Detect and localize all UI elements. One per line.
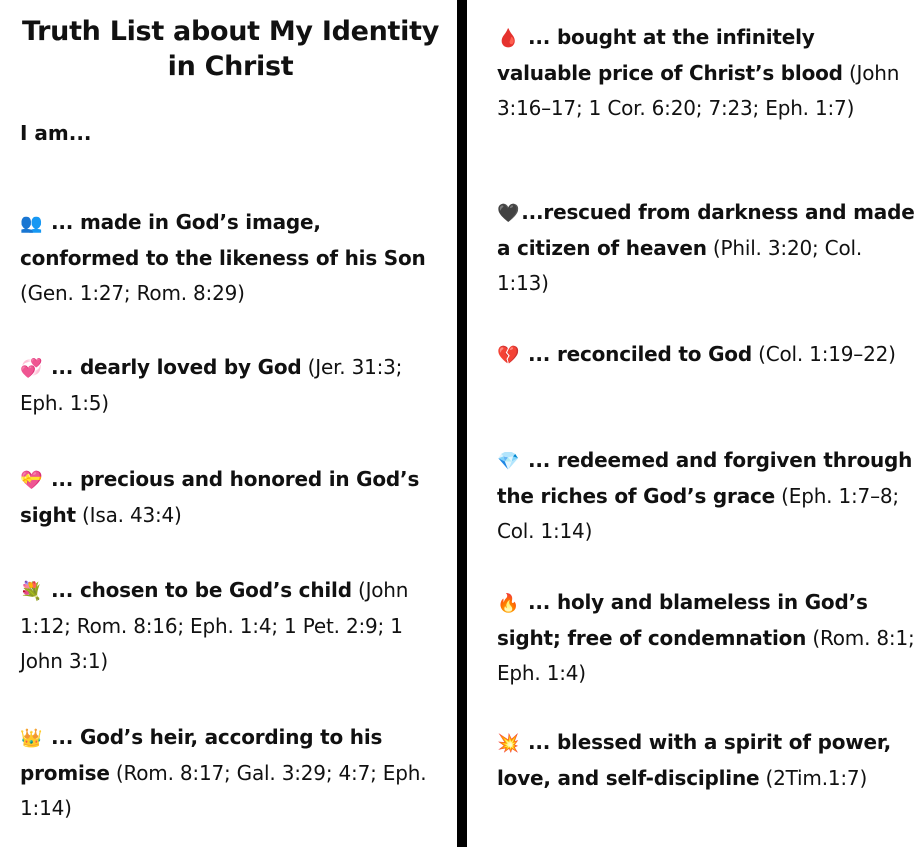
truth-item <box>497 337 915 373</box>
truth-item <box>497 443 915 549</box>
truth-statement: ... God’s heir, according to his promise <box>20 725 383 785</box>
fire-icon: 🔥 <box>497 593 520 614</box>
scripture-reference: (Rom. 8:1; Eph. 1:4) <box>497 626 915 685</box>
crown-icon: 👑 <box>20 728 43 749</box>
scripture-reference: (Eph. 1:7–8; Col. 1:14) <box>497 484 899 543</box>
two-hearts-icon: 💞 <box>20 358 43 379</box>
scripture-reference: (Phil. 3:20; Col. 1:13) <box>497 236 862 295</box>
truth-statement: ... dearly loved by God <box>44 355 302 379</box>
scripture-reference: (Gen. 1:27; Rom. 8:29) <box>20 281 245 305</box>
intro-text: I am... <box>20 121 92 145</box>
broken-heart-icon: 💔 <box>497 345 520 366</box>
truth-item <box>497 725 915 796</box>
people-icon: 👥 <box>20 213 43 234</box>
truth-item <box>20 350 441 421</box>
truth-statement: ... blessed with a spirit of power, love, and self-discipline <box>497 730 892 790</box>
bouquet-icon: 💐 <box>20 581 43 602</box>
truth-statement: ... redeemed and forgiven through the riches of God’s grace <box>497 448 913 508</box>
left-panel <box>0 0 457 847</box>
scripture-reference: (Isa. 43:4) <box>75 503 182 527</box>
heart-ribbon-icon: 💝 <box>20 470 43 491</box>
truth-item <box>497 585 915 691</box>
truth-item <box>20 462 441 533</box>
right-panel <box>467 0 923 847</box>
page-title: Truth List about My Identity in Christ <box>21 16 440 82</box>
truth-item <box>20 720 441 826</box>
truth-statement: ... made in God’s image, conformed to the likeness of his Son <box>20 210 426 270</box>
scripture-reference: (2Tim.1:7) <box>759 766 868 790</box>
truth-item <box>20 573 441 679</box>
scripture-reference: (Jer. 31:3; Eph. 1:5) <box>20 355 403 415</box>
scripture-reference: (Rom. 8:17; Gal. 3:29; 4:7; Eph. 1:14) <box>20 761 427 820</box>
truth-statement: ... holy and blameless in God’s sight; free of condemnation <box>497 590 868 650</box>
gem-icon: 💎 <box>497 451 520 472</box>
scripture-reference: (Col. 1:19–22) <box>751 342 896 366</box>
truth-statement: ... bought at the infinitely valuable price of Christ’s blood <box>497 25 843 85</box>
collision-icon: 💥 <box>497 733 520 754</box>
truth-item <box>497 195 915 301</box>
scripture-reference: (John 3:16–17; 1 Cor. 6:20; 7:23; Eph. 1:7) <box>497 61 900 120</box>
truth-statement: ... reconciled to God <box>521 342 752 366</box>
truth-statement: ... precious and honored in God’s sight <box>20 467 420 527</box>
truth-statement: ...rescued from darkness and made a citizen of heaven <box>497 200 915 260</box>
scripture-reference: (John 1:12; Rom. 8:16; Eph. 1:4; 1 Pet. 2:9; 1 John 3:1) <box>20 578 409 673</box>
black-heart-icon: 🖤 <box>497 203 520 224</box>
truth-item <box>20 205 441 311</box>
truth-statement: ... chosen to be God’s child <box>44 578 352 602</box>
truth-item <box>497 20 915 126</box>
blood-drop-icon: 🩸 <box>497 28 520 49</box>
